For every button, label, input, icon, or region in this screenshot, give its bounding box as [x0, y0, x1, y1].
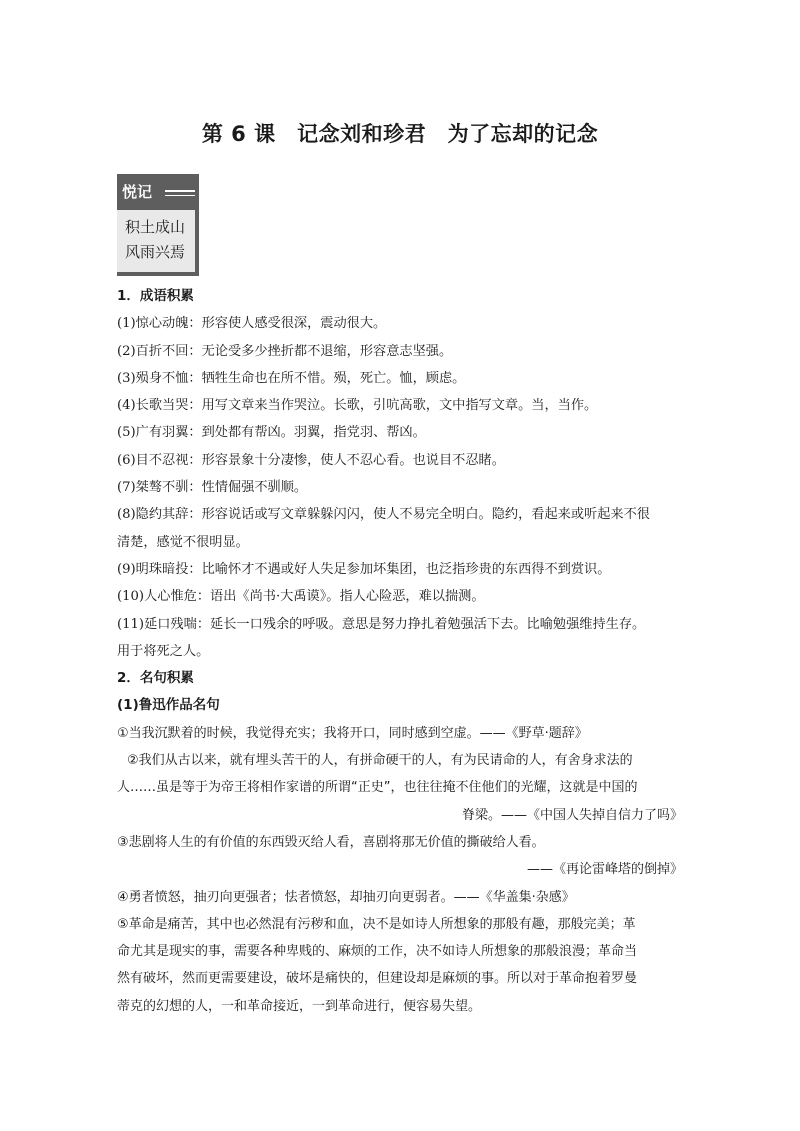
quote-5-line: ⑤革命是痛苦，其中也必然混有污秽和血，决不是如诗人所想象的那般有趣，那般完美；革: [117, 916, 636, 932]
quote-5-line: 蒂克的幻想的人，一和革命接近，一到革命进行，便容易失望。: [117, 998, 482, 1014]
idiom-item: (6)目不忍视：形容景象十分凄惨，使人不忍心看。也说目不忍睹。: [117, 452, 505, 468]
quote-2-line: ②我们从古以来，就有埋头苦干的人，有拼命硬干的人，有为民请命的人，有舍身求法的: [127, 753, 633, 769]
badge-tab-label: 悦记: [122, 183, 153, 201]
idiom-item: (1)惊心动魄：形容使人感受很深，震动很大。: [117, 316, 387, 332]
main-content: [117, 283, 683, 1020]
badge-header: [117, 174, 199, 210]
idiom-item: (9)明珠暗投：比喻怀才不遇或好人失足参加坏集团，也泛指珍贵的东西得不到赏识。: [117, 561, 611, 577]
badge-decor-line: [165, 195, 195, 196]
idiom-item: (3)殒身不恤：牺牲生命也在所不惜。殒，死亡。恤，顾虑。: [117, 370, 466, 386]
badge-body: [117, 210, 199, 276]
idiom-item: (5)广有羽翼：到处都有帮凶。羽翼，指党羽、帮凶。: [117, 425, 426, 441]
idiom-item: (4)长歌当哭：用写文章来当作哭泣。长歌，引吭高歌，文中指写文章。当，当作。: [117, 398, 598, 414]
quote-5-line: 然有破坏，然而更需要建设，破坏是痛快的，但建设却是麻烦的事。所以对于革命抱着罗曼: [117, 971, 638, 987]
section-badge: [117, 174, 199, 276]
quote-3-source: ——《再论雷峰塔的倒掉》: [526, 862, 683, 878]
subsection-heading: (1)鲁迅作品名句: [117, 697, 220, 714]
idiom-item: (2)百折不回：无论受多少挫折都不退缩，形容意志坚强。: [117, 343, 453, 359]
quote-3-line: ③悲剧将人生的有价值的东西毁灭给人看，喜剧将那无价值的撕破给人看。: [117, 834, 545, 850]
badge-decor-line: [165, 190, 195, 192]
idiom-item: (11)延口残喘：延长一口残余的呼吸。意思是努力挣扎着勉强活下去。比喻勉强维持生存。: [117, 616, 646, 632]
idiom-item-cont: 用于将死之人。: [117, 643, 210, 659]
quote-4: ④勇者愤怒，抽刃向更强者；怯者愤怒，却抽刃向更弱者。——《华盖集·杂感》: [117, 889, 575, 905]
quote-5-line: 命尤其是现实的事，需要各种卑贱的、麻烦的工作，决不如诗人所想象的那般浪漫；革命当: [117, 944, 638, 960]
quote-1: ①当我沉默着的时候，我觉得充实；我将开口，同时感到空虚。——《野草·题辞》: [117, 725, 588, 741]
idiom-item: (8)隐约其辞：形容说话或写文章躲躲闪闪，使人不易完全明白。隐约，看起来或听起来不很: [117, 507, 650, 523]
quote-2-source: 脊梁。——《中国人失掉自信力了吗》: [461, 807, 683, 823]
badge-line-2: 风雨兴焉: [125, 243, 186, 261]
badge-line-1: 积土成山: [125, 218, 186, 236]
idiom-item-cont: 清楚，感觉不很明显。: [117, 534, 249, 550]
section-heading-idioms: 1．成语积累: [117, 288, 194, 304]
idiom-item: (7)桀骜不驯：性情倔强不驯顺。: [117, 480, 308, 496]
section-heading-quotes: 2．名句积累: [117, 670, 194, 687]
idiom-item: (10)人心惟危：语出《尚书·大禹谟》。指人心险恶，难以揣测。: [117, 589, 485, 605]
lesson-title: 第 6 课 记念刘和珍君 为了忘却的记念: [201, 122, 599, 146]
quote-2-line: 人……虽是等于为帝王将相作家谱的所谓“正史”，也往往掩不住他们的光耀，这就是中国的: [117, 780, 638, 796]
